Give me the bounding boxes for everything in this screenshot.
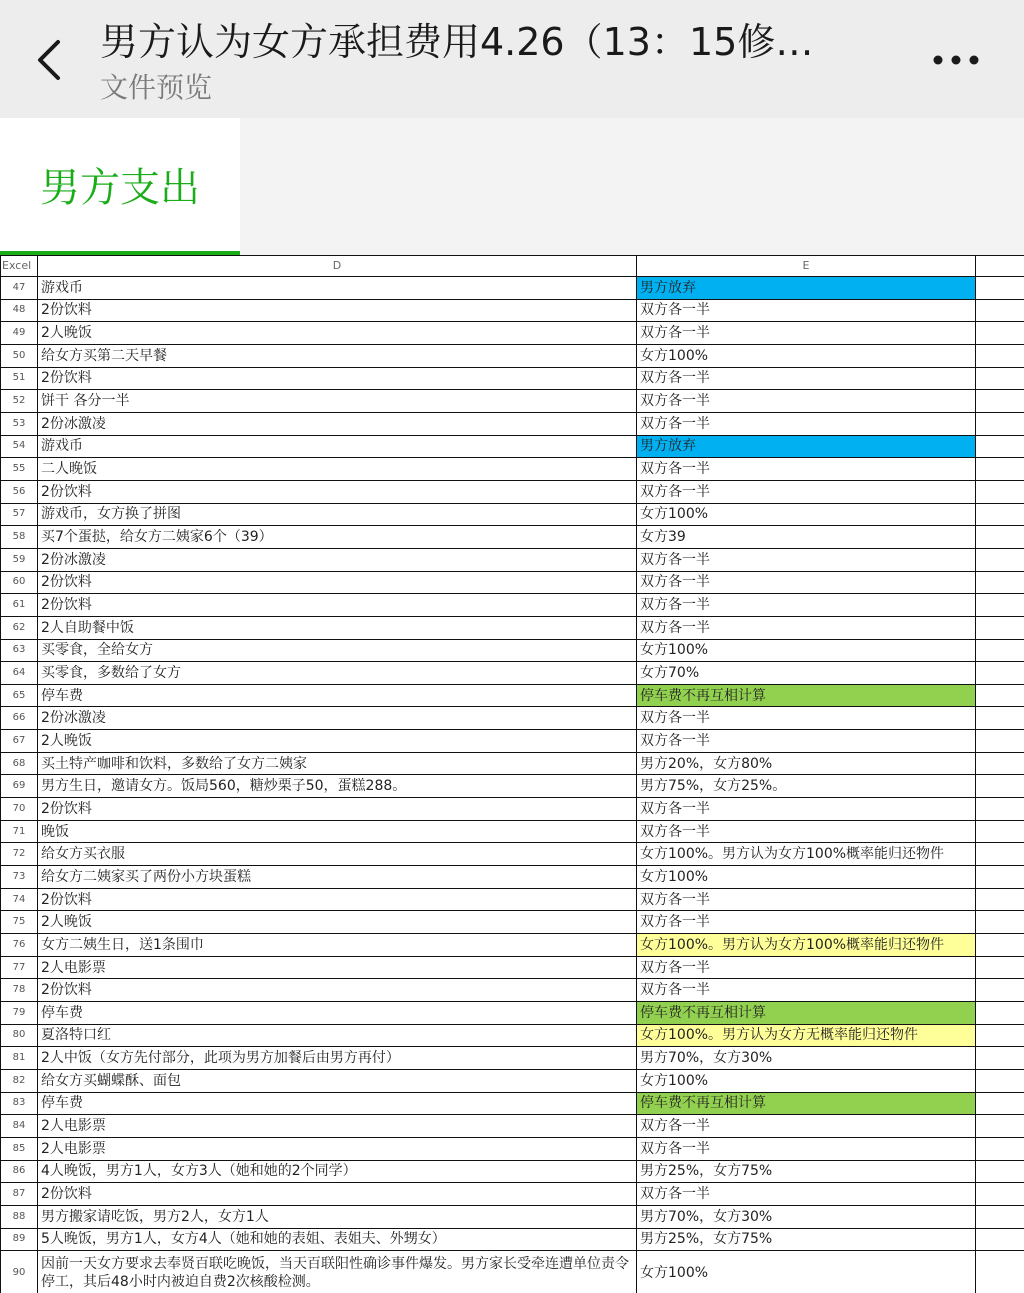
- column-header-f: [976, 256, 1024, 277]
- file-title: 男方认为女方承担费用4.26（13：15修…: [100, 20, 814, 64]
- table-row: [1, 412, 1024, 435]
- cell-empty[interactable]: [976, 1002, 1024, 1025]
- row-number[interactable]: 73: [1, 866, 38, 889]
- cell-empty[interactable]: [976, 1183, 1024, 1206]
- cell-item-description[interactable]: 2份冰激凌: [38, 412, 637, 435]
- cell-empty[interactable]: [976, 1205, 1024, 1228]
- cell-item-description[interactable]: 游戏币，女方换了拼图: [38, 503, 637, 526]
- cell-empty[interactable]: [976, 1160, 1024, 1183]
- cell-cost-allocation[interactable]: 停车费不再互相计算: [637, 1092, 976, 1115]
- cell-item-description[interactable]: 2份饮料: [38, 367, 637, 390]
- cell-cost-allocation[interactable]: 女方100%。男方认为女方100%概率能归还物件: [637, 934, 976, 957]
- table-row: [1, 616, 1024, 639]
- cell-item-description[interactable]: 2人晚饭: [38, 730, 637, 753]
- cell-item-description[interactable]: 因前一天女方要求去奉贤百联吃晚饭，当天百联阳性确诊事件爆发。男方家长受牵连遭单位责令停工，其后48小时内被迫自费2次核酸检测。: [38, 1251, 637, 1293]
- cell-empty[interactable]: [976, 594, 1024, 617]
- cell-empty[interactable]: [976, 526, 1024, 549]
- cell-cost-allocation[interactable]: 停车费不再互相计算: [637, 684, 976, 707]
- cell-item-description[interactable]: 2份饮料: [38, 798, 637, 821]
- table-row: [1, 390, 1024, 413]
- cell-item-description[interactable]: 买7个蛋挞，给女方二姨家6个（39）: [38, 526, 637, 549]
- cell-item-description[interactable]: 饼干 各分一半: [38, 390, 637, 413]
- cell-empty[interactable]: [976, 911, 1024, 934]
- table-row: [1, 322, 1024, 345]
- row-number[interactable]: 53: [1, 412, 38, 435]
- row-number[interactable]: 49: [1, 322, 38, 345]
- cell-item-description[interactable]: 2份饮料: [38, 594, 637, 617]
- table-row: [1, 1092, 1024, 1115]
- cell-cost-allocation[interactable]: 双方各一半: [637, 730, 976, 753]
- cell-cost-allocation[interactable]: 双方各一半: [637, 616, 976, 639]
- table-row: [1, 730, 1024, 753]
- cell-item-description[interactable]: 2人自助餐中饭: [38, 616, 637, 639]
- table-row: [1, 1069, 1024, 1092]
- cell-empty[interactable]: [976, 866, 1024, 889]
- cell-cost-allocation[interactable]: 男方70%，女方30%: [637, 1047, 976, 1070]
- cell-cost-allocation[interactable]: 双方各一半: [637, 798, 976, 821]
- row-number[interactable]: 47: [1, 277, 38, 300]
- row-number[interactable]: 48: [1, 299, 38, 322]
- cell-item-description[interactable]: 2人电影票: [38, 1115, 637, 1138]
- cell-item-description[interactable]: 2人中饭（女方先付部分，此项为男方加餐后由男方再付）: [38, 1047, 637, 1070]
- row-number[interactable]: 86: [1, 1160, 38, 1183]
- cell-empty[interactable]: [976, 367, 1024, 390]
- app-bar: [0, 0, 1024, 118]
- row-number[interactable]: 52: [1, 390, 38, 413]
- cell-cost-allocation[interactable]: 女方100%: [637, 639, 976, 662]
- cell-cost-allocation[interactable]: 双方各一半: [637, 299, 976, 322]
- cell-cost-allocation[interactable]: 男方25%，女方75%: [637, 1228, 976, 1251]
- table-row: [1, 1024, 1024, 1047]
- row-number[interactable]: 60: [1, 571, 38, 594]
- cell-cost-allocation[interactable]: 双方各一半: [637, 480, 976, 503]
- cell-empty[interactable]: [976, 1137, 1024, 1160]
- cell-item-description[interactable]: 男方生日，邀请女方。饭局560，糖炒栗子50，蛋糕288。: [38, 775, 637, 798]
- back-button[interactable]: [28, 34, 72, 86]
- cell-item-description[interactable]: 买零食，全给女方: [38, 639, 637, 662]
- cell-empty[interactable]: [976, 979, 1024, 1002]
- cell-cost-allocation[interactable]: 女方100%。男方认为女方无概率能归还物件: [637, 1024, 976, 1047]
- row-number[interactable]: 83: [1, 1092, 38, 1115]
- table-row: [1, 639, 1024, 662]
- cell-cost-allocation[interactable]: 双方各一半: [637, 956, 976, 979]
- cell-empty[interactable]: [976, 662, 1024, 685]
- cell-empty[interactable]: [976, 843, 1024, 866]
- table-row: [1, 1228, 1024, 1251]
- table-row: [1, 1115, 1024, 1138]
- row-number[interactable]: 87: [1, 1183, 38, 1206]
- cell-cost-allocation[interactable]: 女方70%: [637, 662, 976, 685]
- table-row: [1, 911, 1024, 934]
- row-number[interactable]: 82: [1, 1069, 38, 1092]
- cell-cost-allocation[interactable]: 双方各一半: [637, 911, 976, 934]
- cell-item-description[interactable]: 停车费: [38, 684, 637, 707]
- cell-item-description[interactable]: 2份冰激凌: [38, 707, 637, 730]
- cell-empty[interactable]: [976, 730, 1024, 753]
- cell-item-description[interactable]: 2份饮料: [38, 571, 637, 594]
- row-number[interactable]: 59: [1, 548, 38, 571]
- row-number[interactable]: 89: [1, 1228, 38, 1251]
- sheet-tab-strip: [0, 118, 1024, 255]
- row-number[interactable]: 88: [1, 1205, 38, 1228]
- table-row: [1, 1183, 1024, 1206]
- table-row: [1, 526, 1024, 549]
- cell-empty[interactable]: [976, 1115, 1024, 1138]
- cell-empty[interactable]: [976, 480, 1024, 503]
- tab-label: 男方支出: [40, 165, 200, 211]
- cell-cost-allocation[interactable]: 女方100%: [637, 1069, 976, 1092]
- cell-item-description[interactable]: 买零食，多数给了女方: [38, 662, 637, 685]
- row-number[interactable]: 77: [1, 956, 38, 979]
- row-number[interactable]: 71: [1, 820, 38, 843]
- table-row: [1, 979, 1024, 1002]
- cell-empty[interactable]: [976, 344, 1024, 367]
- table-row: [1, 956, 1024, 979]
- table-row: [1, 843, 1024, 866]
- cell-empty[interactable]: [976, 684, 1024, 707]
- row-number[interactable]: 85: [1, 1137, 38, 1160]
- cell-empty[interactable]: [976, 798, 1024, 821]
- cell-cost-allocation[interactable]: 双方各一半: [637, 322, 976, 345]
- cell-cost-allocation[interactable]: 双方各一半: [637, 390, 976, 413]
- cell-empty[interactable]: [976, 322, 1024, 345]
- row-number[interactable]: 76: [1, 934, 38, 957]
- cell-item-description[interactable]: 给女方买第二天早餐: [38, 344, 637, 367]
- cell-item-description[interactable]: 2份饮料: [38, 299, 637, 322]
- cell-item-description[interactable]: 二人晚饭: [38, 458, 637, 481]
- row-number[interactable]: 70: [1, 798, 38, 821]
- tab-sheet-male-expenses[interactable]: [0, 118, 240, 255]
- column-header-e[interactable]: E: [637, 256, 976, 277]
- cell-empty[interactable]: [976, 1228, 1024, 1251]
- cell-item-description[interactable]: 2份冰激凌: [38, 548, 637, 571]
- table-row: [1, 752, 1024, 775]
- table-row: [1, 934, 1024, 957]
- cell-cost-allocation[interactable]: 女方100%: [637, 866, 976, 889]
- table-row: [1, 775, 1024, 798]
- column-header-row: [1, 256, 1024, 277]
- cell-item-description[interactable]: 游戏币: [38, 435, 637, 458]
- row-number[interactable]: 68: [1, 752, 38, 775]
- cell-item-description[interactable]: 游戏币: [38, 277, 637, 300]
- cell-item-description[interactable]: 2人晚饭: [38, 911, 637, 934]
- cell-item-description[interactable]: 给女方买蝴蝶酥、面包: [38, 1069, 637, 1092]
- row-number[interactable]: 62: [1, 616, 38, 639]
- row-number[interactable]: 57: [1, 503, 38, 526]
- table-row: [1, 1047, 1024, 1070]
- cell-empty[interactable]: [976, 1092, 1024, 1115]
- cell-item-description[interactable]: 2份饮料: [38, 888, 637, 911]
- row-number[interactable]: 66: [1, 707, 38, 730]
- row-number[interactable]: 51: [1, 367, 38, 390]
- row-number[interactable]: 58: [1, 526, 38, 549]
- row-number[interactable]: 50: [1, 344, 38, 367]
- cell-empty[interactable]: [976, 299, 1024, 322]
- cell-empty[interactable]: [976, 435, 1024, 458]
- file-preview-label: 文件预览: [100, 71, 213, 104]
- table-row: [1, 707, 1024, 730]
- cell-empty[interactable]: [976, 390, 1024, 413]
- more-horizontal-icon: [924, 40, 988, 80]
- table-row: [1, 503, 1024, 526]
- chevron-left-icon: [28, 34, 72, 86]
- cell-cost-allocation[interactable]: 双方各一半: [637, 1183, 976, 1206]
- cell-cost-allocation[interactable]: 双方各一半: [637, 548, 976, 571]
- row-number[interactable]: 64: [1, 662, 38, 685]
- corner-cell: Excel: [1, 256, 38, 277]
- column-header-d[interactable]: D: [38, 256, 637, 277]
- table-row: [1, 684, 1024, 707]
- row-number[interactable]: 55: [1, 458, 38, 481]
- table-row: [1, 367, 1024, 390]
- cell-item-description[interactable]: 2人电影票: [38, 956, 637, 979]
- cell-item-description[interactable]: 给女方买衣服: [38, 843, 637, 866]
- table-row: [1, 1205, 1024, 1228]
- cell-item-description[interactable]: 男方搬家请吃饭，男方2人，女方1人: [38, 1205, 637, 1228]
- row-number[interactable]: 54: [1, 435, 38, 458]
- cell-cost-allocation[interactable]: 男方20%，女方80%: [637, 752, 976, 775]
- cell-cost-allocation[interactable]: 双方各一半: [637, 888, 976, 911]
- cell-empty[interactable]: [976, 571, 1024, 594]
- cell-empty[interactable]: [976, 458, 1024, 481]
- cell-cost-allocation[interactable]: 男方放弃: [637, 277, 976, 300]
- cell-cost-allocation[interactable]: 双方各一半: [637, 820, 976, 843]
- cell-cost-allocation[interactable]: 双方各一半: [637, 571, 976, 594]
- row-number[interactable]: 84: [1, 1115, 38, 1138]
- table-row: [1, 435, 1024, 458]
- cell-empty[interactable]: [976, 707, 1024, 730]
- row-number[interactable]: 69: [1, 775, 38, 798]
- cell-empty[interactable]: [976, 1251, 1024, 1293]
- cell-cost-allocation[interactable]: 女方100%: [637, 1251, 976, 1293]
- cell-cost-allocation[interactable]: 双方各一半: [637, 1115, 976, 1138]
- cell-cost-allocation[interactable]: 双方各一半: [637, 458, 976, 481]
- cell-cost-allocation[interactable]: 双方各一半: [637, 412, 976, 435]
- table-row: [1, 888, 1024, 911]
- more-button[interactable]: [924, 40, 988, 80]
- row-number[interactable]: 90: [1, 1251, 38, 1293]
- row-number[interactable]: 56: [1, 480, 38, 503]
- row-number[interactable]: 81: [1, 1047, 38, 1070]
- row-number[interactable]: 61: [1, 594, 38, 617]
- row-number[interactable]: 80: [1, 1024, 38, 1047]
- cell-cost-allocation[interactable]: 女方39: [637, 526, 976, 549]
- cell-empty[interactable]: [976, 1069, 1024, 1092]
- table-row: [1, 1002, 1024, 1025]
- table-row: [1, 548, 1024, 571]
- cell-cost-allocation[interactable]: 女方100%。男方认为女方100%概率能归还物件: [637, 843, 976, 866]
- cell-cost-allocation[interactable]: 男方75%，女方25%。: [637, 775, 976, 798]
- cell-empty[interactable]: [976, 639, 1024, 662]
- cell-item-description[interactable]: 2份饮料: [38, 979, 637, 1002]
- table-row: [1, 662, 1024, 685]
- cell-empty[interactable]: [976, 412, 1024, 435]
- cell-item-description[interactable]: 夏洛特口红: [38, 1024, 637, 1047]
- cell-empty[interactable]: [976, 752, 1024, 775]
- row-number[interactable]: 75: [1, 911, 38, 934]
- row-number[interactable]: 79: [1, 1002, 38, 1025]
- row-number[interactable]: 65: [1, 684, 38, 707]
- row-number[interactable]: 72: [1, 843, 38, 866]
- cell-cost-allocation[interactable]: 男方25%，女方75%: [637, 1160, 976, 1183]
- cell-item-description[interactable]: 停车费: [38, 1002, 637, 1025]
- cell-empty[interactable]: [976, 956, 1024, 979]
- cell-cost-allocation[interactable]: 女方100%: [637, 344, 976, 367]
- table-row: [1, 1160, 1024, 1183]
- cell-cost-allocation[interactable]: 双方各一半: [637, 594, 976, 617]
- cell-item-description[interactable]: 2人电影票: [38, 1137, 637, 1160]
- cell-item-description[interactable]: 给女方二姨家买了两份小方块蛋糕: [38, 866, 637, 889]
- table-row: [1, 798, 1024, 821]
- table-row: [1, 820, 1024, 843]
- cell-item-description[interactable]: 晚饭: [38, 820, 637, 843]
- cell-cost-allocation[interactable]: 双方各一半: [637, 979, 976, 1002]
- sheet-table: [0, 255, 1024, 1293]
- cell-empty[interactable]: [976, 277, 1024, 300]
- row-number[interactable]: 78: [1, 979, 38, 1002]
- cell-empty[interactable]: [976, 934, 1024, 957]
- cell-cost-allocation[interactable]: 男方70%，女方30%: [637, 1205, 976, 1228]
- cell-cost-allocation[interactable]: 双方各一半: [637, 1137, 976, 1160]
- cell-item-description[interactable]: 2份饮料: [38, 1183, 637, 1206]
- cell-cost-allocation[interactable]: 停车费不再互相计算: [637, 1002, 976, 1025]
- cell-item-description[interactable]: 2份饮料: [38, 480, 637, 503]
- cell-empty[interactable]: [976, 616, 1024, 639]
- row-number[interactable]: 67: [1, 730, 38, 753]
- cell-item-description[interactable]: 5人晚饭，男方1人，女方4人（她和她的表姐、表姐夫、外甥女）: [38, 1228, 637, 1251]
- table-row: [1, 344, 1024, 367]
- cell-empty[interactable]: [976, 888, 1024, 911]
- spreadsheet-grid[interactable]: [0, 255, 1024, 1293]
- cell-cost-allocation[interactable]: 双方各一半: [637, 707, 976, 730]
- table-row: [1, 1251, 1024, 1293]
- cell-empty[interactable]: [976, 503, 1024, 526]
- cell-empty[interactable]: [976, 1047, 1024, 1070]
- cell-cost-allocation[interactable]: 男方放弃: [637, 435, 976, 458]
- cell-item-description[interactable]: 4人晚饭，男方1人，女方3人（她和她的2个同学）: [38, 1160, 637, 1183]
- cell-empty[interactable]: [976, 1024, 1024, 1047]
- cell-cost-allocation[interactable]: 女方100%: [637, 503, 976, 526]
- table-row: [1, 594, 1024, 617]
- cell-item-description[interactable]: 女方二姨生日，送1条围巾: [38, 934, 637, 957]
- cell-item-description[interactable]: 停车费: [38, 1092, 637, 1115]
- table-row: [1, 277, 1024, 300]
- cell-item-description[interactable]: 买土特产咖啡和饮料，多数给了女方二姨家: [38, 752, 637, 775]
- cell-empty[interactable]: [976, 548, 1024, 571]
- table-row: [1, 299, 1024, 322]
- table-row: [1, 1137, 1024, 1160]
- cell-empty[interactable]: [976, 820, 1024, 843]
- row-number[interactable]: 74: [1, 888, 38, 911]
- cell-empty[interactable]: [976, 775, 1024, 798]
- table-row: [1, 866, 1024, 889]
- table-row: [1, 458, 1024, 481]
- cell-item-description[interactable]: 2人晚饭: [38, 322, 637, 345]
- table-row: [1, 571, 1024, 594]
- row-number[interactable]: 63: [1, 639, 38, 662]
- table-row: [1, 480, 1024, 503]
- cell-cost-allocation[interactable]: 双方各一半: [637, 367, 976, 390]
